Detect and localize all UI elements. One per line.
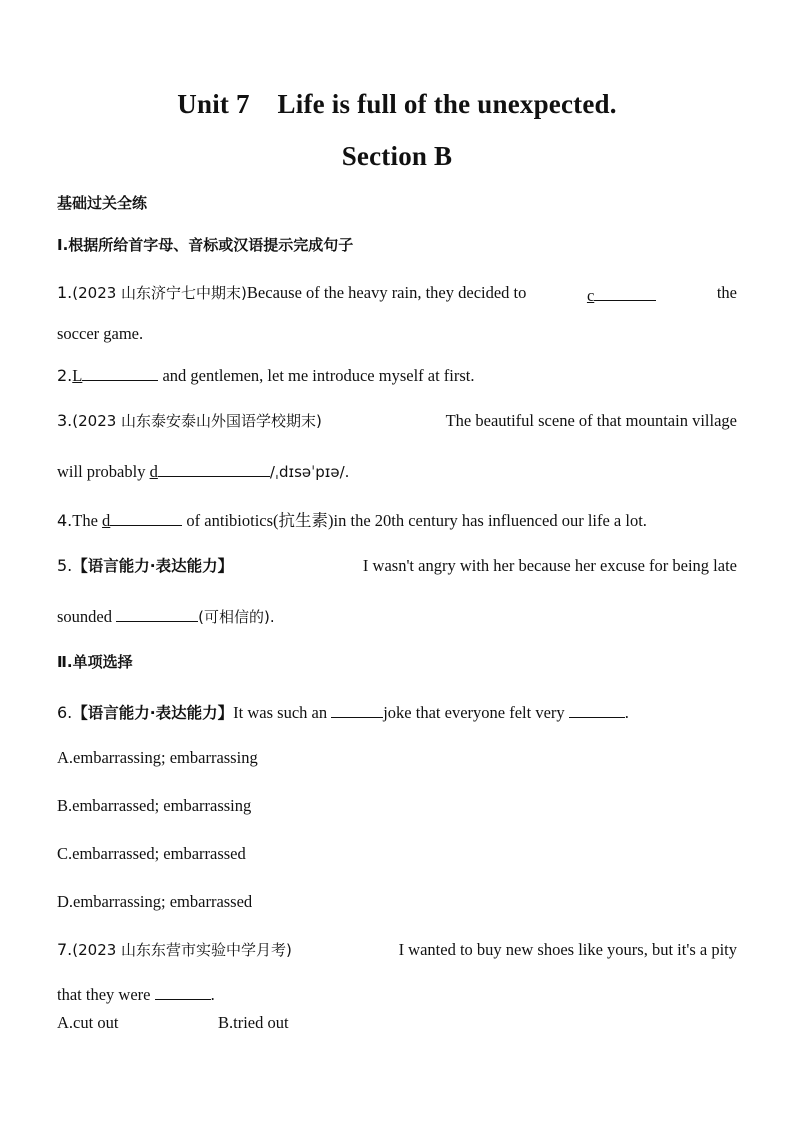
- question-4-blank[interactable]: [110, 507, 182, 526]
- question-4-text-b: of antibiotics(抗生素)in the 20th century has influenced our life a lot.: [186, 511, 647, 530]
- question-1-line-2: soccer game.: [57, 324, 144, 343]
- section-title: Section B: [341, 141, 453, 171]
- question-6-option-b[interactable]: B.embarrassed; embarrassing: [57, 796, 252, 815]
- question-3-lead: [57, 410, 322, 432]
- question-1-hint-letter: c: [586, 286, 595, 305]
- question-4-text-a: The: [72, 511, 98, 530]
- question-6-option-a[interactable]: A.embarrassing; embarrassing: [57, 748, 258, 767]
- question-6-option-d[interactable]: D.embarrassing; embarrassed: [57, 892, 253, 911]
- question-3-hint-letter: d: [149, 462, 158, 481]
- question-6-tag: 【语言能力·表达能力】: [72, 704, 234, 722]
- question-2: [57, 362, 737, 387]
- question-7-option-b[interactable]: B.tried out: [218, 1013, 289, 1032]
- question-3-line-2-text: will probably: [57, 462, 146, 481]
- question-3-blank[interactable]: [158, 458, 270, 477]
- question-2-text: and gentlemen, let me introduce myself at first.: [162, 366, 475, 385]
- question-3-line-2: [57, 458, 737, 483]
- question-5-blank[interactable]: [116, 603, 198, 622]
- question-5-line-2: [57, 603, 737, 628]
- question-1-number: 1.: [57, 283, 73, 302]
- part2-heading: Ⅱ.单项选择: [57, 653, 133, 671]
- question-5-line-2-text: sounded: [57, 607, 112, 626]
- question-3-source: (2023 山东泰安泰山外国语学校期末): [72, 412, 322, 430]
- question-7-line-2: [57, 981, 737, 1006]
- question-6: [57, 699, 737, 724]
- question-6-text-c: .: [624, 703, 629, 722]
- question-1-lead: [57, 282, 526, 307]
- question-1-line-1: [57, 282, 737, 307]
- question-3-line-1: [57, 410, 737, 432]
- unit-title: Unit 7 Life is full of the unexpected.: [177, 89, 617, 119]
- question-4-number: 4.: [57, 511, 73, 530]
- question-5-hint: (可相信的).: [198, 608, 275, 626]
- question-6-text-a: It was such an: [233, 703, 328, 722]
- section-label: 基础过关全练: [57, 194, 148, 212]
- question-5-number: 5.: [57, 556, 73, 575]
- question-1-text-a: Because of the heavy rain, they decided to: [246, 283, 527, 302]
- question-3-number: 3.: [57, 411, 73, 430]
- question-7-option-a[interactable]: A.cut out: [57, 1013, 119, 1032]
- question-7-line-1: [57, 939, 737, 961]
- question-7-source: (2023 山东东营市实验中学月考): [72, 941, 292, 959]
- question-7-number: 7.: [57, 940, 73, 959]
- question-2-blank[interactable]: [82, 362, 158, 381]
- question-4: [57, 507, 737, 532]
- question-1-blank[interactable]: [587, 282, 656, 307]
- question-7-line-2-end: .: [210, 985, 215, 1004]
- question-7-text-a: I wanted to buy new shoes like yours, but it's a pity: [398, 940, 737, 959]
- question-2-number: 2.: [57, 366, 73, 385]
- question-6-number: 6.: [57, 703, 73, 722]
- question-2-hint-letter: L: [72, 366, 83, 385]
- question-6-text-b: joke that everyone felt very: [383, 703, 565, 722]
- question-1-blank-line[interactable]: [594, 282, 656, 301]
- question-5-line-1: [57, 555, 737, 577]
- question-7-lead: [57, 939, 292, 961]
- question-3-text-a: The beautiful scene of that mountain village: [445, 411, 737, 430]
- question-5-lead: [57, 555, 233, 577]
- question-4-hint-letter: d: [102, 511, 111, 530]
- question-5-tag: 【语言能力·表达能力】: [72, 557, 234, 575]
- question-1-source: (2023 山东济宁七中期末): [72, 284, 247, 302]
- question-6-blank-1[interactable]: [331, 699, 383, 718]
- question-7-blank[interactable]: [155, 981, 211, 1000]
- question-3-phonetic: /ˌdɪsəˈpɪə/.: [269, 463, 350, 481]
- part1-heading: Ⅰ.根据所给首字母、音标或汉语提示完成句子: [57, 236, 354, 254]
- question-5-text-a: I wasn't angry with her because her excuse for being late: [362, 556, 737, 575]
- question-7-options-row: [57, 1012, 737, 1034]
- question-6-option-c[interactable]: C.embarrassed; embarrassed: [57, 844, 246, 863]
- question-1-text-b: the: [716, 283, 737, 302]
- question-7-line-2-text: that they were: [57, 985, 151, 1004]
- question-6-blank-2[interactable]: [569, 699, 625, 718]
